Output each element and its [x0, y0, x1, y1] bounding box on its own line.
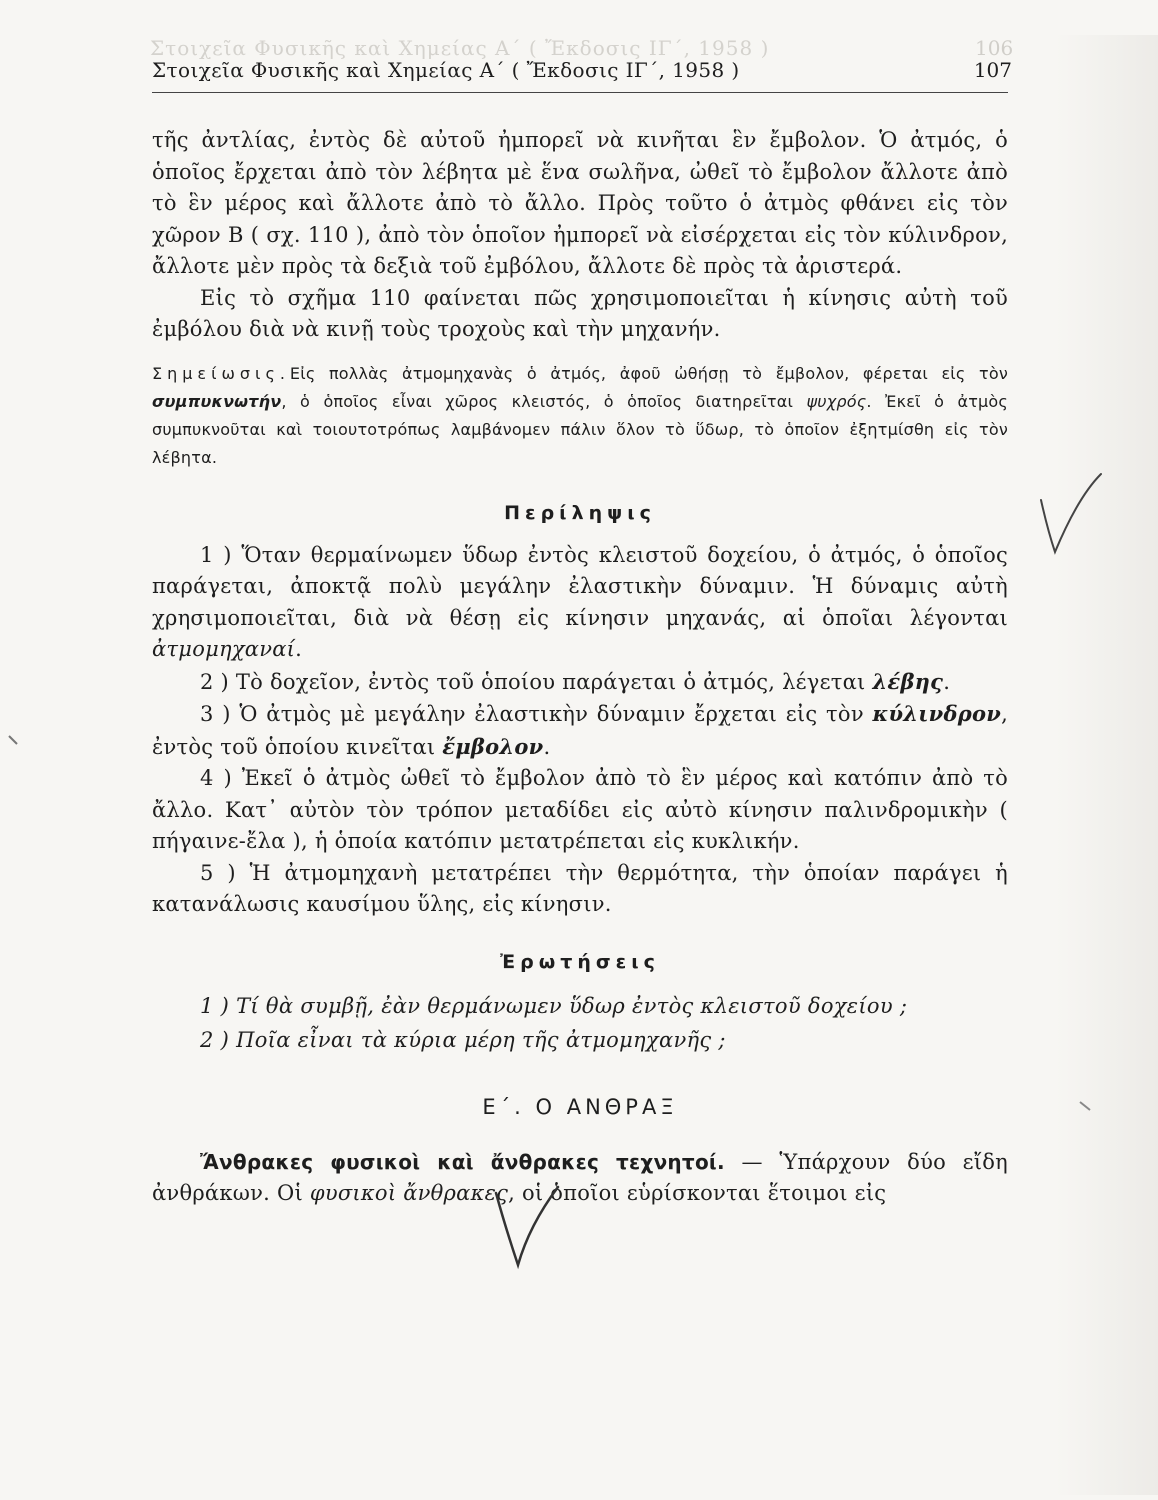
note-text-1: Εἰς πολλὰς ἀτμομηχανὰς ὁ ἀτμός, ἀφοῦ ὠθήσῃ τὸ ἔμβολον, φέρεται εἰς τὸν: [289, 363, 1008, 383]
summary-item-2-end: .: [943, 669, 951, 694]
running-header: [152, 58, 1012, 88]
summary-item-3-term-cylinder: κύλινδρον: [872, 701, 1002, 726]
section-text-2: , οἱ ὁποῖοι εὑρίσκονται ἕτοιμοι εἰς: [508, 1181, 887, 1205]
margin-dot-mark: [6, 733, 20, 747]
summary-item-1: [152, 540, 1008, 666]
summary-item-3-text-b: , ἐντὸς τοῦ ὁποίου κινεῖται: [152, 702, 1008, 759]
note-label: Σημείωσις.: [152, 363, 290, 383]
summary-item-2-text: 2 ) Τὸ δοχεῖον, ἐντὸς τοῦ ὁποίου παράγεται ὁ ἀτμός, λέγεται: [200, 669, 873, 694]
bleed-through-page-number: 106: [975, 36, 1014, 60]
note-text-2: , ὁ ὁποῖος εἶναι χῶρος κλειστός, ὁ ὁποῖος διατηρεῖται: [281, 391, 807, 411]
summary-item-3-text-a: 3 ) Ὁ ἀτμὸς μὲ μεγάλην ἐλαστικὴν δύναμιν ἔρχεται εἰς τὸν: [200, 702, 873, 726]
summary-heading: Περίληψις: [504, 501, 656, 524]
summary-item-2: [152, 666, 1008, 699]
page-number: 107: [973, 58, 1012, 82]
section-text-1: — Ὑπάρχουν δύο εἴδη ἀνθράκων. Οἱ: [152, 1149, 1008, 1205]
summary-item-2-term: λέβης: [872, 668, 944, 694]
intro-paragraph-1: τῆς ἀντλίας, ἐντὸς δὲ αὐτοῦ ἠμπορεῖ νὰ κινῆται ἓν ἔμβολον. Ὁ ἀτμός, ὁ ὁποῖος ἔρχεται ἀπὸ τὸν λέβητα μὲ ἕνα σωλῆνα, ὠθεῖ τὸ ἔμβολον ἄλλοτε ἀπὸ τὸ ἓν μέρος καὶ ἄλλοτε ἀπὸ τὸ ἄλλο. Πρὸς τοῦτο ὁ ἀτμὸς φθάνει εἰς τὸν χῶρον Β ( σχ. 110 ), ἀπὸ τὸν ὁποῖον ἠμπορεῖ νὰ εἰσέρχεται εἰς τὸν κύλινδρον, ἄλλοτε μὲν πρὸς τὰ δεξιὰ τοῦ ἐμβόλου, ἄλλοτε δὲ πρὸς τὰ ἀριστερά.: [152, 128, 1008, 278]
summary-item-3-term-piston: ἔμβολον: [442, 733, 544, 759]
summary-item-1-text: 1 ) Ὅταν θερμαίνωμεν ὕδωρ ἐντὸς κλειστοῦ δοχείου, ὁ ἀτμός, ὁ ὁποῖος παράγεται, ἀποκτᾷ πολὺ μεγάλην ἐλαστικὴν δύναμιν. Ἡ δύναμις αὐτὴ χρησιμοποιεῖται, διὰ νὰ θέσῃ εἰς κίνησιν μηχανάς, αἱ ὁποῖαι λέγονται: [152, 542, 1008, 630]
summary-item-1-end: .: [295, 637, 303, 661]
intro-paragraph-2: Εἰς τὸ σχῆμα 110 φαίνεται πῶς χρησιμοποιεῖται ἡ κίνησις αὐτὴ τοῦ ἐμβόλου διὰ νὰ κινῇ τοὺς τροχοὺς καὶ τὴν μηχανήν.: [152, 285, 1008, 341]
summary-item-3: [152, 698, 1008, 763]
question-1: 1 ) Τί θὰ συμβῇ, ἐὰν θερμάνωμεν ὕδωρ ἐντὸς κλειστοῦ δοχείου ;: [200, 993, 908, 1018]
note-text-3: . Ἐκεῖ ὁ ἀτμὸς συμπυκνοῦται καὶ τοιουτοτρόπως λαμβάνομεν πάλιν ὅλον τὸ ὕδωρ, τὸ ὁποῖον ἐξητμίσθη εἰς τὸν λέβητα.: [152, 391, 1008, 467]
chapter-heading: Ε΄. Ο ΑΝΘΡΑΞ: [482, 1094, 678, 1119]
note-paragraph: [152, 360, 1008, 472]
summary-item-5: 5 ) Ἡ ἀτμομηχανὴ μετατρέπει τὴν θερμότητα, τὴν ὁποίαν παράγει ἡ κατανάλωσις καυσίμου ὕλης, εἰς κίνησιν.: [152, 860, 1008, 916]
question-2: 2 ) Ποῖα εἶναι τὰ κύρια μέρη τῆς ἀτμομηχανῆς ;: [200, 1027, 726, 1052]
page-edge-shadow: [1055, 35, 1158, 1495]
note-term-condenser: συμπυκνωτήν: [152, 391, 282, 411]
running-title: Στοιχεῖα Φυσικῆς καὶ Χημείας Α΄ ( Ἔκδοσις ΙΓ΄, 1958 ): [152, 58, 740, 82]
note-term-cold: ψυχρός: [806, 391, 867, 411]
summary-item-3-end: .: [543, 734, 551, 759]
section-paragraph: [152, 1147, 1008, 1210]
questions-heading: Ἐρωτήσεις: [500, 950, 660, 973]
summary-item-4: 4 ) Ἐκεῖ ὁ ἀτμὸς ὠθεῖ τὸ ἔμβολον ἀπὸ τὸ ἓν μέρος καὶ κατόπιν ἀπὸ τὸ ἄλλο. Κατ᾿ αὐτὸν τὸν τρόπον μεταδίδει εἰς αὐτὸ κίνησιν παλινδρομικὴν ( πήγαινε-ἔλα ), ἡ ὁποία κατόπιν μετατρέπεται εἰς κυκλικήν.: [152, 766, 1008, 853]
header-rule: [152, 92, 1008, 93]
section-lead: Ἄνθρακες φυσικοὶ καὶ ἄνθρακες τεχνητοί.: [200, 1149, 725, 1174]
page-body: [152, 125, 1008, 1210]
section-term-natural-coal: φυσικοὶ ἄνθρακες: [309, 1181, 509, 1205]
summary-item-1-term: ἀτμομηχαναί: [152, 637, 296, 661]
questions-list: [152, 989, 1008, 1057]
bleed-through-header: Στοιχεῖα Φυσικῆς καὶ Χημείας Α΄ ( Ἔκδοσις ΙΓ΄, 1958 ): [150, 36, 770, 60]
